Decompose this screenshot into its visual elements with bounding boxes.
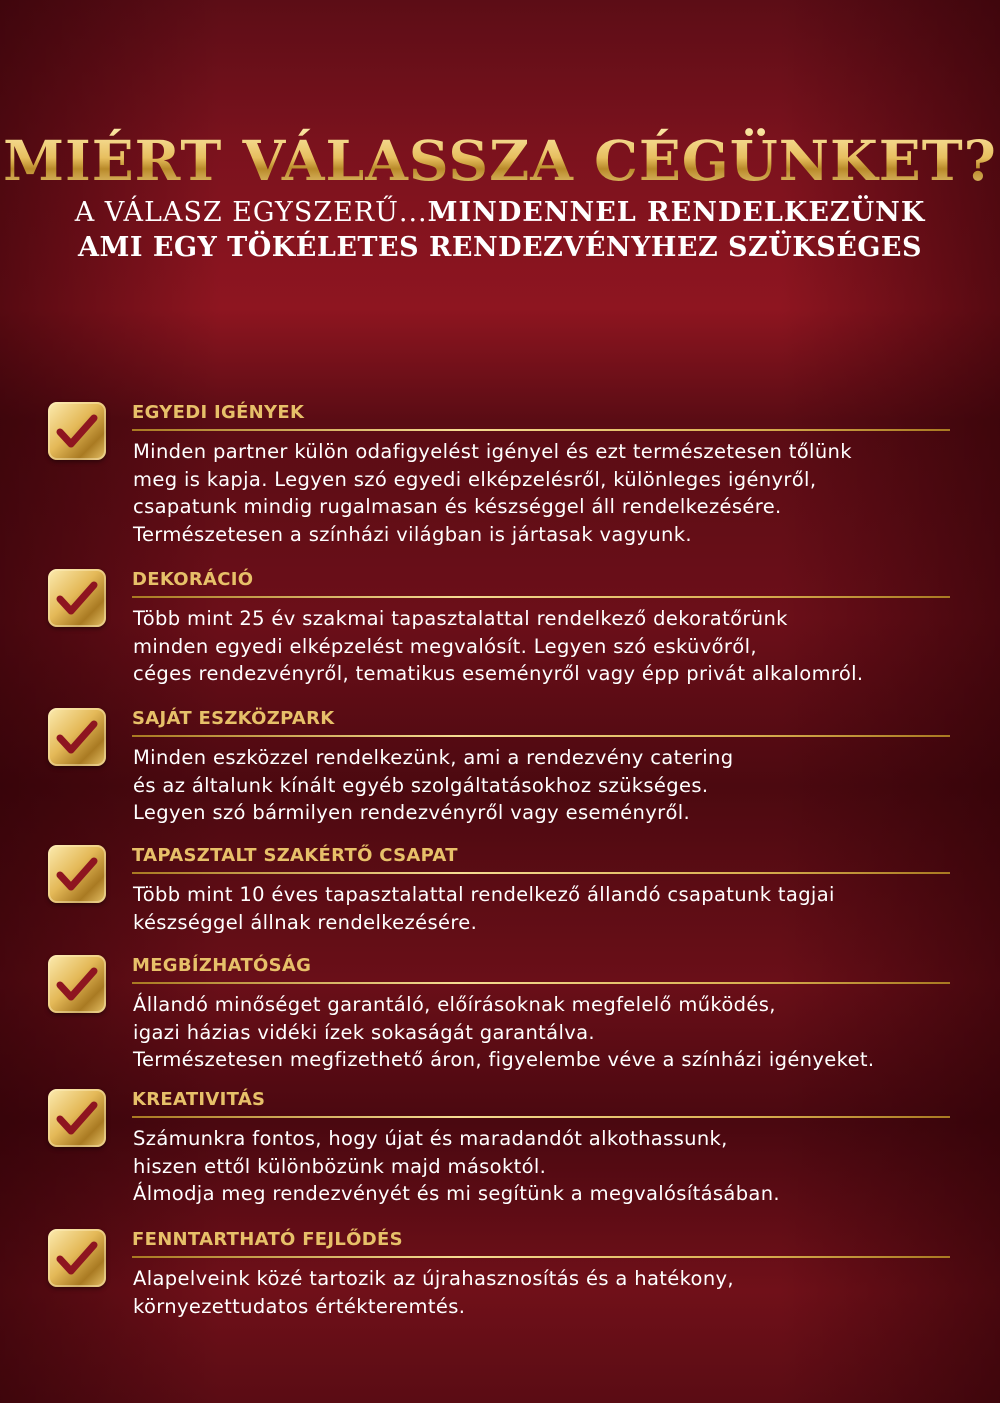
feature-title: TAPASZTALT SZAKÉRTŐ CSAPAT	[132, 845, 458, 866]
header	[0, 128, 1000, 266]
checkbox-icon	[48, 402, 106, 460]
gold-divider	[132, 596, 950, 598]
checkbox-icon	[48, 708, 106, 766]
feature-title: KREATIVITÁS	[132, 1089, 266, 1110]
checkbox-icon	[48, 569, 106, 627]
checkbox-icon	[48, 1229, 106, 1287]
page-title: MIÉRT VÁLASSZA CÉGÜNKET?	[0, 128, 1000, 194]
feature-title: EGYEDI IGÉNYEK	[132, 402, 305, 423]
gold-divider	[132, 429, 950, 431]
gold-divider	[132, 1256, 950, 1258]
feature-text: Több mint 25 év szakmai tapasztalattal rendelkező dekoratőrünk minden egyedi elképzelést megvalósít. Legyen szó esküvőről, céges rendezvényről, tematikus eseményről vagy épp privát alkalomról.	[133, 607, 864, 685]
feature-title: DEKORÁCIÓ	[132, 569, 254, 590]
gold-divider	[132, 982, 950, 984]
feature-title: SAJÁT ESZKÖZPARK	[132, 708, 335, 729]
feature-text: Minden partner külön odafigyelést igényel és ezt természetesen tőlünk meg is kapja. Legyen szó egyedi elképzelésről, különleges igényről, csapatunk mindig rugalmasan és készséggel áll rendelkezésére. Természetesen a színházi világban is jártasak vagyunk.	[133, 440, 852, 546]
feature-text: Állandó minőséget garantáló, előírásoknak megfelelő működés, igazi házias vidéki ízek sokaságát garantálva. Természetesen megfizethető áron, figyelembe véve a színházi igényeket.	[133, 993, 875, 1071]
feature-title: FENNTARTHATÓ FEJLŐDÉS	[132, 1229, 403, 1250]
checkbox-icon	[48, 955, 106, 1013]
gold-divider	[132, 1116, 950, 1118]
feature-title: MEGBÍZHATÓSÁG	[132, 955, 312, 976]
subtitle-thin: A VÁLASZ EGYSZERŰ...	[74, 197, 428, 228]
gold-divider	[132, 735, 950, 737]
feature-text: Alapelveink közé tartozik az újrahasznosítás és a hatékony, környezettudatos értékteremtés.	[133, 1267, 734, 1318]
feature-text: Számunkra fontos, hogy újat és maradandót alkothassunk, hiszen ettől különbözünk majd másoktól. Álmodja meg rendezvényét és mi segítünk a megvalósításában.	[133, 1127, 780, 1205]
checkbox-icon	[48, 1089, 106, 1147]
subtitle-bold: MINDENNEL RENDELKEZÜNK	[427, 197, 926, 228]
subtitle-line-2: AMI EGY TÖKÉLETES RENDEZVÉNYHEZ SZÜKSÉGES	[78, 232, 922, 263]
checkbox-icon	[48, 845, 106, 903]
feature-text: Minden eszközzel rendelkezünk, ami a rendezvény catering és az általunk kínált egyéb szolgáltatásokhoz szükséges. Legyen szó bármilyen rendezvényről vagy eseményről.	[133, 746, 734, 824]
subtitle-line-1	[0, 196, 1000, 230]
gold-divider	[132, 872, 950, 874]
feature-text: Több mint 10 éves tapasztalattal rendelkező állandó csapatunk tagjai készséggel állnak rendelkezésére.	[133, 883, 835, 934]
